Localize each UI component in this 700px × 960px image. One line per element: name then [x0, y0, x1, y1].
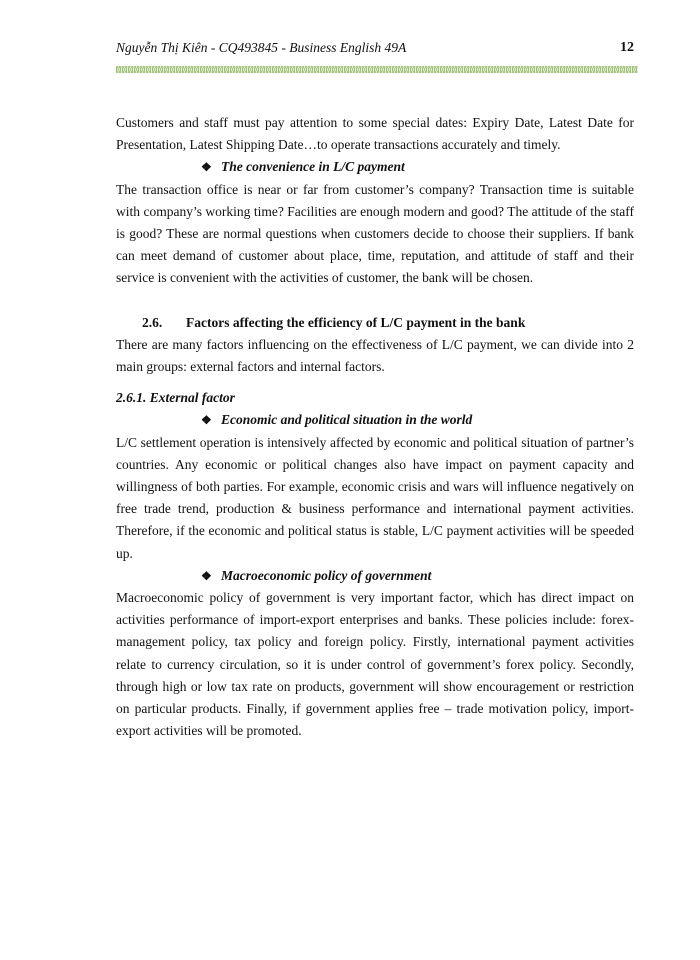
bullet-heading-text: The convenience in L/C payment — [221, 159, 405, 175]
bullet-heading-economic — [116, 409, 634, 431]
section-title: Factors affecting the efficiency of L/C payment in the bank — [186, 314, 526, 330]
document-body — [116, 112, 634, 742]
page-number: 12 — [620, 40, 634, 55]
macroeconomic-paragraph: Macroeconomic policy of government is very important factor, which has direct impact on activities performance of import-export enterprises and banks. These policies include: forex-management policy, tax policy and foreign policy. Firstly, international payment activities relate to currency circulation, so it is under control of government’s forex policy. Secondly, through high or low tax rate on products, government will show encouragement or restriction on particular products. Finally, if government applies free – trade motivation policy, import-export activities will be promoted. — [116, 590, 634, 739]
convenience-paragraph: The transaction office is near or far from customer’s company? Transaction time is suitable with company’s working time? Facilities are enough modern and good? The attitude of the staff is good? These are normal questions when customers decide to choose their suppliers. If bank can meet demand of customer about place, time, reputation, and attitude of staff and their service is convenient with the activities of customer, the bank will be chosen. — [116, 181, 634, 286]
header-title: Nguyễn Thị Kiên - CQ493845 - Business English 49A — [116, 40, 407, 55]
bullet-heading-text: Economic and political situation in the world — [221, 412, 473, 428]
header-divider — [116, 66, 638, 73]
section-heading — [116, 312, 634, 334]
diamond-bullet-icon: ❖ — [201, 160, 212, 175]
page-header — [116, 40, 636, 62]
diamond-bullet-icon: ❖ — [201, 413, 212, 428]
economic-paragraph: L/C settlement operation is intensively affected by economic and political situation of partner’s countries. Any economic or political changes also have impact on payment capacity and willingness of both parties. For example, economic crisis and wars will influence negatively on free trade trend, production & business performance and international payment activities. Therefore, if the economic and political status is stable, L/C payment activities will be speeded up. — [116, 434, 634, 561]
diamond-bullet-icon: ❖ — [201, 568, 212, 583]
section-paragraph: There are many factors influencing on the effectiveness of L/C payment, we can divide into 2 main groups: external factors and internal factors. — [116, 336, 634, 375]
bullet-heading-text: Macroeconomic policy of government — [221, 567, 432, 583]
bullet-heading-macroeconomic — [116, 565, 634, 587]
intro-paragraph: Customers and staff must pay attention to some special dates: Expiry Date, Latest Date for Presentation, Latest Shipping Date…to operate transactions accurately and timely. — [116, 115, 634, 153]
bullet-heading-convenience — [116, 156, 634, 178]
section-number: 2.6. — [142, 314, 163, 330]
subsection-heading: 2.6.1. External factor — [116, 390, 235, 406]
